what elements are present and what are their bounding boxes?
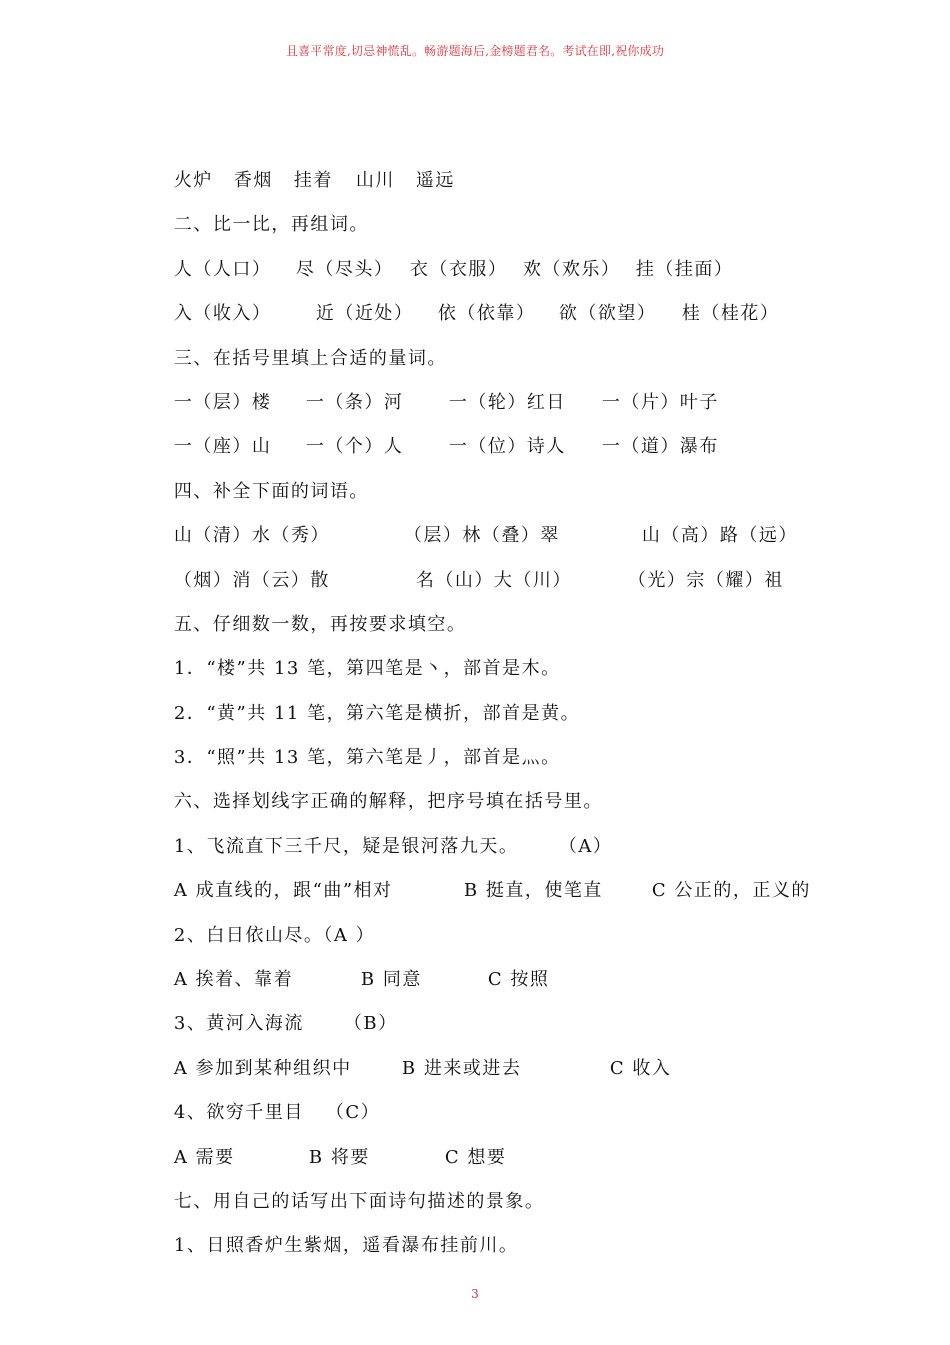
question-text: 4、欲穷千里目 [173, 1102, 304, 1124]
heading-text: 六、选择划线字正确的解释，把序号填在括号里。 [173, 791, 603, 813]
question-text: 3、黄河入海流 [173, 1013, 304, 1035]
measure-item: 一（座）山 [173, 436, 272, 458]
idiom-item: （层）林（叠）翠 [403, 525, 560, 547]
word-1: 火炉 [173, 170, 213, 191]
measure-item: 一（轮）红日 [448, 391, 566, 413]
idiom-item: 山（清）水（秀） [173, 525, 330, 547]
option-c: C 公正的，正义的 [651, 880, 811, 902]
compare-item: 桂（桂花） [681, 303, 780, 325]
option-b: B 挺直，使笔直 [463, 880, 603, 902]
option-c: C 收入 [609, 1057, 672, 1079]
idiom-item: 名（山）大（川） [415, 569, 572, 591]
idiom-item: （光）宗（耀）祖 [627, 569, 784, 591]
heading-text: 四、补全下面的词语。 [173, 480, 369, 502]
document-body [145, 130, 825, 1257]
option-c: C 按照 [487, 969, 550, 991]
word-2: 香烟 [233, 170, 273, 191]
measure-item: 一（道）瀑布 [601, 436, 719, 458]
answer-text: （A） [558, 835, 613, 857]
compare-item: 尽（尽头） [295, 258, 394, 280]
measure-item: 一（条）河 [305, 391, 404, 413]
option-b: B 同意 [360, 969, 422, 991]
option-b: B 进来或进去 [401, 1057, 522, 1079]
compare-item: 人（人口） [173, 258, 272, 280]
page-header-slogan: 且喜平常度,切忌神慌乱。畅游题海后,金榜题君名。考试在即,祝你成功 [285, 44, 665, 58]
option-a: A 成直线的，跟“曲”相对 [173, 880, 393, 902]
poem-text: 1、日照香炉生紫烟，遥看瀑布挂前川。 [173, 1235, 519, 1257]
compare-item: 欢（欢乐） [522, 258, 621, 280]
option-a: A 需要 [173, 1146, 235, 1168]
word-5: 遥远 [415, 170, 455, 191]
option-b: B 将要 [308, 1146, 370, 1168]
measure-item: 一（位）诗人 [448, 436, 566, 458]
measure-item: 一（个）人 [305, 436, 404, 458]
compare-item: 近（近处） [315, 303, 414, 325]
compare-item: 欲（欲望） [558, 303, 657, 325]
question-text: 1、飞流直下三千尺，疑是银河落九天。 [173, 835, 519, 857]
answer-text: （C） [325, 1102, 381, 1124]
compare-item: 依（依靠） [437, 303, 536, 325]
answer-text: （B） [343, 1013, 398, 1035]
compare-item: 衣（衣服） [409, 258, 508, 280]
question-text: 2、白日依山尽。（A ） [173, 924, 376, 946]
idiom-item: 山（高）路（远） [641, 525, 798, 547]
option-a: A 参加到某种组织中 [173, 1057, 352, 1079]
answer-text: 3．“照”共 13 笔，第六笔是丿，部首是灬。 [173, 747, 561, 769]
heading-text: 二、比一比，再组词。 [173, 214, 369, 236]
idiom-item: （烟）消（云）散 [173, 569, 330, 591]
option-c: C 想要 [444, 1146, 507, 1168]
page-number: 3 [471, 1287, 479, 1301]
word-3: 挂着 [293, 170, 333, 191]
heading-text: 三、在括号里填上合适的量词。 [173, 347, 447, 369]
answer-text: 1．“楼”共 13 笔，第四笔是丶，部首是木。 [173, 658, 561, 680]
word-4: 山川 [355, 170, 395, 191]
answer-text: 2．“黄”共 11 笔，第六笔是横折，部首是黄。 [173, 702, 581, 724]
word-list-line [145, 130, 825, 191]
heading-text: 七、用自己的话写出下面诗句描述的景象。 [173, 1190, 545, 1212]
measure-item: 一（片）叶子 [601, 391, 719, 413]
measure-item: 一（层）楼 [173, 391, 272, 413]
compare-item: 入（收入） [173, 303, 272, 325]
compare-item: 挂（挂面） [635, 258, 734, 280]
option-a: A 挨着、靠着 [173, 969, 294, 991]
heading-text: 五、仔细数一数，再按要求填空。 [173, 613, 467, 635]
